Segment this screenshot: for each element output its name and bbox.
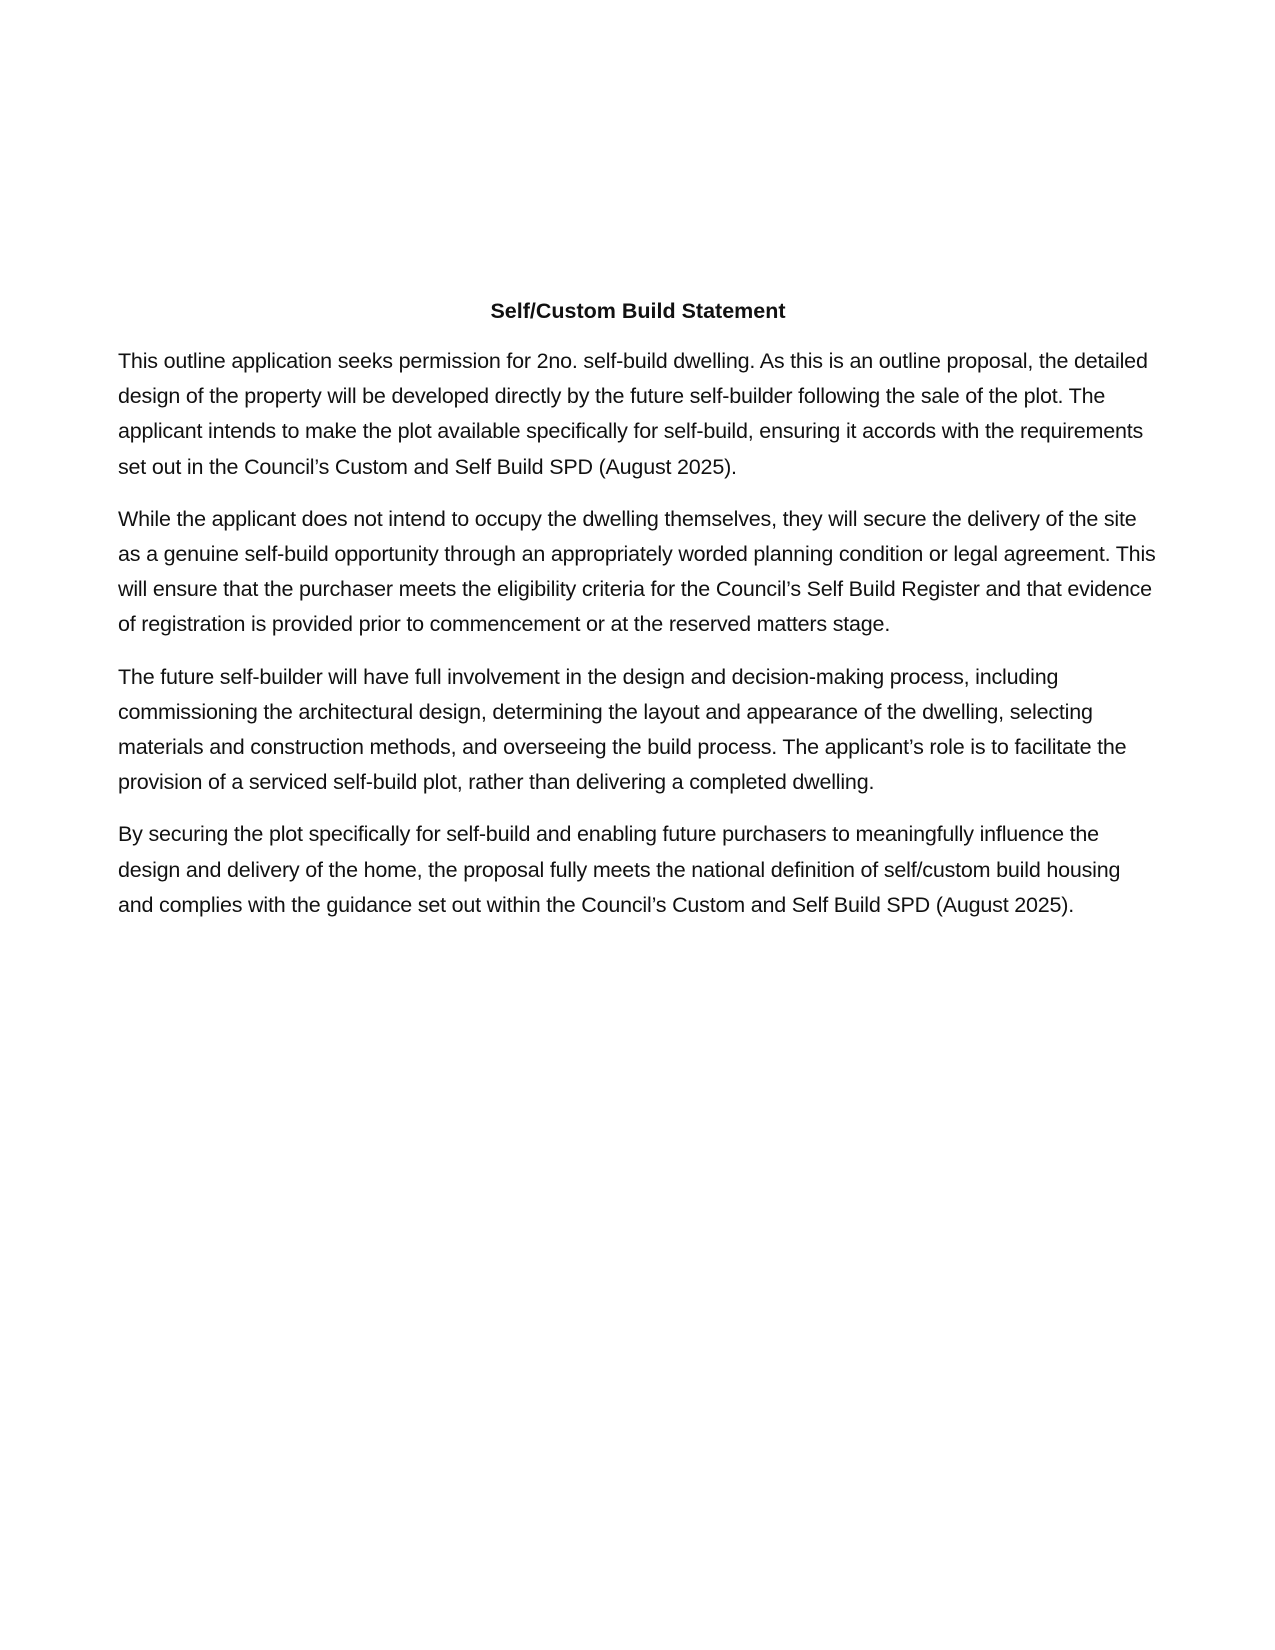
- paragraph-outline-application: This outline application seeks permission for 2no. self-build dwelling. As this is an outline proposal, the detailed design of the property will be developed directly by the future self-builder following the sale of the plot. The applicant intends to make the plot available specifically for self-build, ensuring it accords with the requirements set out in the Council’s Custom and Self Build SPD (August 2025).: [118, 349, 1148, 479]
- document-title: Self/Custom Build Statement: [490, 299, 786, 323]
- paragraph-conclusion: By securing the plot specifically for self-build and enabling future purchasers to meaningfully influence the design and delivery of the home, the proposal fully meets the national definition of self/custom build housing and complies with the guidance set out within the Council’s Custom and Self Build SPD (August 2025).: [118, 822, 1121, 917]
- paragraph-self-builder-involvement: The future self-builder will have full involvement in the design and decision-making process, including commissioning the architectural design, determining the layout and appearance of the dwelling, selecting materials and construction methods, and overseeing the build process. The applicant’s role is to facilitate the provision of a serviced self-build plot, rather than delivering a completed dwelling.: [118, 664, 1127, 795]
- paragraph-occupancy: While the applicant does not intend to occupy the dwelling themselves, they will secure the delivery of the site as a genuine self-build opportunity through an appropriately worded planning condition or legal agreement. This will ensure that the purchaser meets the eligibility criteria for the Council’s Self Build Register and that evidence of registration is provided prior to commencement or at the reserved matters stage.: [118, 506, 1156, 637]
- document-body: [118, 296, 1158, 940]
